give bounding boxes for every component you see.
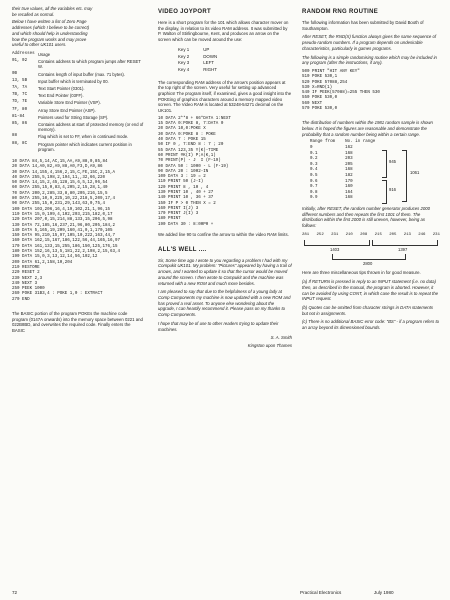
range-cell: 0.5 — [310, 173, 318, 178]
address-cell: 7D, 7E — [12, 100, 28, 105]
value-cell: 213 — [403, 232, 411, 237]
tip-paragraph: (a) If RETURN is pressed in reply to an INPUT statement (i.e. no data) then, as described in the manual, the program is aborted. However, it can be avoided by using CONT, in which case the result is to repeat the INPUT request. — [302, 279, 438, 302]
text-line: how the program works and may prove — [12, 36, 87, 42]
brace-diagram — [302, 240, 440, 270]
total-brace — [332, 254, 406, 260]
value-cell: 281 — [302, 232, 310, 237]
value-cell: 215 — [374, 232, 382, 237]
distribution-table — [310, 140, 385, 202]
article-title: RANDOM RNG ROUTINE — [302, 9, 379, 15]
column-header: Range from — [310, 140, 336, 145]
usage-cell: Contains address to which program jumps after RESET W. — [38, 59, 141, 70]
count-cell: 203 — [345, 157, 353, 162]
group-brace — [382, 180, 387, 204]
key-cell: Key 4 — [178, 66, 190, 72]
tip-paragraph: (c) There is no additional BASIC error code: "BS" - if a program refers to an array beyond its dimensioned bounds. — [302, 319, 440, 331]
range-cell: 0.8 — [310, 190, 318, 195]
half-total-label: 1403 — [330, 247, 340, 253]
address-cell: 0B — [12, 71, 18, 76]
intro-text — [12, 6, 144, 48]
program-listing: 10 DATA 84,5,14,AC,15,AA,A9,88,0,85,84 20 DATA 14,A0,82,A9,88,A0,F3,D,A9,86 30 DATA 14,155,4,156,2,15,C,FE,15C,2,15,A 40 DATA 255,5,198,2,194,11,,32,66,220 50 DATA 14,15,2,45,128,15,6,5,12,96,54 60 DATA 255,15,0,83,4,205,2,15,28,1,40 70 DATA 200,2,285,33,8,80,205,216,15,5 80 DATA 255,10,9,225,10,22,218,5,209,17,4 90 DATA 255,15,0,231,29,143,63,0,75,4 100 DATA 103,206,16,4,19,102,21,1,96,15 110 DATA 15,0,199,4,102,203,215,182,0,17 120 DATA 207,0,15,214,88,133,15,206,5,98 130 DATA 72,185,16,237,21,96,80,205,184,2 140 DATA 5,165,19,209,160,41,0,1,170,105 150 DATA 95,210,15,97,105,10,222,163,44,7 160 DATA 162,15,167,186,122,56,44,165,16,97 170 DATA 161,133,15,255,186,150,125,176,15 180 DATA 152,16,13,5,181,22,2,198,2,15,63,4 190 DATA 15,0,3,13,12,14,56,102,12 200 DATA 61,2,158,10,204 210 RESTORE 220 RESET 2 230 NEXT 2,3 240 NEXT 3 250 PEEK 1000 260 POKE 31B3,4 : POKE 1,0 : EXTRACT 270 END — [12, 159, 121, 302]
letter-paragraph: Sir, Some time ago I wrote to you regarding a problem I had with my Compukit UK101. My problem: "Pictures" appeared by having a trail of arrows, and I wanted to update it so that the cursor would be moved around the screen. I then wrote to Compukit and the machine was returned with a new ROM and much more besides. — [158, 257, 292, 286]
group-total-label: 945 — [389, 159, 396, 165]
value-cell: 231 — [331, 232, 339, 237]
direction-cell: DOWN — [203, 53, 218, 59]
table-row — [178, 67, 231, 74]
table-row — [12, 72, 144, 79]
count-cell: 164 — [345, 190, 353, 195]
address-cell: 7A, 7A — [12, 85, 28, 90]
usage-cell: Text End Pointer (03FF). — [38, 93, 84, 99]
text-line: be recalled as normal. — [12, 11, 55, 17]
table-row — [178, 60, 231, 67]
article-title: VIDEO JOYPORT — [158, 9, 211, 15]
value-cell: 252 — [316, 232, 324, 237]
table-row — [12, 122, 144, 134]
key-cell: Key 2 — [178, 53, 190, 59]
column-header: Usage — [38, 51, 51, 57]
table-row — [178, 47, 231, 54]
range-cell: 0.2 — [310, 157, 318, 162]
zero-page-address-table — [12, 52, 144, 154]
body-paragraph: The corresponding RAM address of the arrow's position appears at the top right of the screen. Very useful for setting up advanced graphics! The program itself, if examined, gives a good insight into the POKEing of graphics characters around a memory mapped video screen. The Video RAM is located at 53248-54271 decimal on the UK101. — [158, 79, 292, 114]
usage-cell: Variable Store End Pointer (VSP). — [38, 100, 101, 106]
direction-cell: RIGHT — [203, 66, 217, 72]
middle-column — [158, 6, 292, 349]
article-title: ALL'S WELL .... — [158, 246, 207, 253]
body-paragraph: Here is a short program for the 101 which allows character mover on the display, in relation to its video RAM address. It was submitted by P. Walton of Stirlingbourne, Kent, and produces an arrow on the screen which can be moved around the use: — [158, 20, 289, 43]
text-line: useful to other UK101 users. — [12, 42, 67, 48]
range-cell: 0 — [310, 146, 313, 150]
group-total-label: 1061 — [410, 170, 420, 176]
text-line: Below I have written a list of Zero Page — [12, 19, 87, 25]
grand-total-label: 2800 — [363, 261, 373, 267]
address-cell: 81-84 — [12, 114, 25, 119]
body-paragraph: We added line 90 to confine the arrow to within the video RAM limits. — [158, 232, 289, 238]
value-cell: 208 — [360, 232, 368, 237]
usage-cell: Array Store End Pointer (ASP). — [38, 107, 96, 113]
table-row — [12, 93, 144, 100]
body-paragraph: The BASIC portion of the program POKEs the machine code program (0147A onwards) into the memory space between 0221 and 022B8BD, and overwrites the required code. Finally enters the BASIC — [12, 310, 143, 334]
group-total-label: 916 — [389, 187, 396, 193]
address-cell: 13, 5B — [12, 78, 28, 83]
address-cell: 88, 8C — [12, 141, 28, 146]
usage-cell: Contains length of input buffer (max. 71 bytes). — [38, 71, 125, 77]
program-listing: 10 DATA 2**8 + 66*DATA 1:NEXT 15 DATA 0:POKE 8, 7:DATA 0 20 DATA 10,0:POKE X 30 DATA 0:POKE 8 : POKE 40 DATA 7 : POKE 15 50 IF 0 , 7:END 8 : 7 ; 20 55 DATA 123,35 Y(K)-TIME 60 PRINT #K(I) P;A(K,1) 70 PRINT(P) - J I (F-19) 80 DATA 50 : 1000 - L (F-19) 90 DATA 20 : 1002-IN 100 DATA 3 : 19 = 2 110 PRINT 50 (J-I) 120 PRINT 8 , 10 , 4 130 PRINT 10 , 40 + 27 140 PRINT 10 , 36 + 37 150 IF P > 0 THEN X = 2 160 PRINT I(J) 3 170 PRINT J(I) 3 180 PRINT 190 DATA 30 : 8:00P0 + — [158, 116, 231, 227]
text-line: addresses (which I believe to be correct) — [12, 25, 90, 31]
letter-paragraph: I hope that may be of use to other readers trying to update their machines. — [158, 320, 279, 332]
half-total-label: 1397 — [398, 247, 408, 253]
body-paragraph: Initially, after RESET, the random number generator produces 2000 different numbers and then repeats the first 1001 of them. The distribution within the first 2000 is still uneven, however, being as follows: — [302, 205, 431, 229]
range-cell: 0.6 — [310, 179, 318, 184]
count-cell: 168 — [345, 196, 353, 201]
key-cell: Key 1 — [178, 46, 190, 52]
publication-footer — [300, 590, 394, 595]
table-row — [12, 115, 144, 122]
usage-cell: Pointers used for String Storage (SP). — [38, 114, 109, 120]
address-cell: 7F, 80 — [12, 107, 28, 112]
column-header: Addresses — [12, 51, 35, 56]
table-row — [12, 79, 144, 86]
address-cell: 01, 02 — [12, 59, 28, 64]
address-cell: 7B, 7C — [12, 93, 28, 98]
direction-cell: UP — [203, 46, 210, 52]
count-cell: 160 — [345, 185, 353, 190]
signature-location: Kingston upon Thames — [247, 342, 292, 348]
table-row — [12, 108, 144, 115]
value-cell: 231 — [432, 232, 440, 237]
range-cell: 0.1 — [310, 151, 318, 156]
value-cell: 205 — [389, 232, 397, 237]
count-cell: 162 — [345, 146, 353, 150]
count-cell: 170 — [345, 179, 353, 184]
count-cell: 205 — [345, 162, 353, 167]
table-row — [12, 59, 144, 71]
tip-paragraph: (b) Quotes can be omitted from character strings in DATA statements but not in assignments. — [302, 304, 434, 316]
usage-cell: Flag which is set to FF, when in continued mode. — [38, 134, 129, 140]
range-cell: 0.3 — [310, 162, 318, 167]
value-cell: 246 — [418, 232, 426, 237]
table-row — [12, 100, 144, 107]
distribution-block — [302, 140, 440, 202]
group-brace — [402, 150, 407, 202]
program-listing: 500 PRINT "HIT ANY KEY" 510 POKE 530,1 520 POKE 57088,254 530 X=RND(1) 540 IF PEEK(57088)=255 THEN 530 550 POKE 530,0 560 NEXT 570 POKE 530,0 — [302, 69, 380, 111]
direction-cell: LEFT — [203, 60, 214, 66]
range-cell: 0.9 — [310, 196, 318, 201]
range-cell: 0.4 — [310, 168, 318, 173]
value-cell: 210 — [345, 232, 353, 237]
publication-date: July 1980 — [373, 590, 394, 595]
usage-cell: Program pointer which indicates current position in program. — [38, 141, 132, 152]
half-brace — [304, 240, 370, 246]
body-paragraph: Here are three miscellaneous tips thrown in for good measure. — [302, 270, 421, 276]
left-column — [12, 6, 144, 337]
table-row — [310, 196, 385, 202]
page-number: 72 — [12, 590, 18, 595]
table-row — [12, 86, 144, 93]
usage-cell: Text Start Pointer (0301). — [38, 85, 85, 91]
address-cell: 85, 86 — [12, 121, 28, 126]
usage-cell: Input buffer which is terminated by 00. — [38, 78, 109, 84]
body-paragraph: After RESET, the RND(X) function always gives the same sequence of pseudo-random numbers. If a program depends on undesirable characteristics, particularly in games programs. — [302, 34, 437, 51]
address-cell: 88 — [12, 134, 18, 139]
table-row — [178, 54, 231, 61]
body-paragraph: The following is a simple randomising routine which may be included in any program (after the instructions, if any). — [302, 54, 437, 66]
column-header: No. in range — [345, 140, 376, 145]
value-row — [302, 233, 440, 239]
group-brace — [382, 150, 387, 178]
text-line: and which should help in understanding — [12, 30, 88, 36]
usage-cell: Contains address at start of protected memory (or end of memory). — [38, 121, 144, 133]
signature-name: S. A. Smith — [270, 335, 292, 341]
right-column — [302, 6, 440, 334]
body-paragraph: The distribution of numbers within the 1981 random sample is shown below. It is hoped the figures are reasonable and demonstrate the probability that a random number being within a certain range. — [302, 120, 433, 137]
key-cell: Key 3 — [178, 60, 190, 66]
count-cell: 168 — [345, 168, 353, 173]
body-paragraph: The following information has been submitted by David Booth of Southampton. — [302, 20, 424, 31]
count-cell: 168 — [345, 151, 353, 156]
range-cell: 0.7 — [310, 185, 318, 190]
letter-paragraph: I am pleased to say that due to the helpfulness of a young lady at Comp Components my machine is now updated with a new ROM and has proved a real asset. To anyone else wondering about the upgrade, I can heartily recommend it. Please pass on my thanks to Comp Components. — [158, 289, 291, 318]
half-brace — [372, 240, 438, 246]
publication-name: Practical Electronics — [300, 590, 342, 595]
text-line: their true values, all the variables etc. may — [12, 6, 93, 11]
count-cell: 182 — [345, 173, 353, 178]
key-table — [178, 47, 231, 74]
table-row — [12, 134, 144, 141]
table-header-row — [12, 52, 144, 59]
table-row — [12, 142, 144, 154]
